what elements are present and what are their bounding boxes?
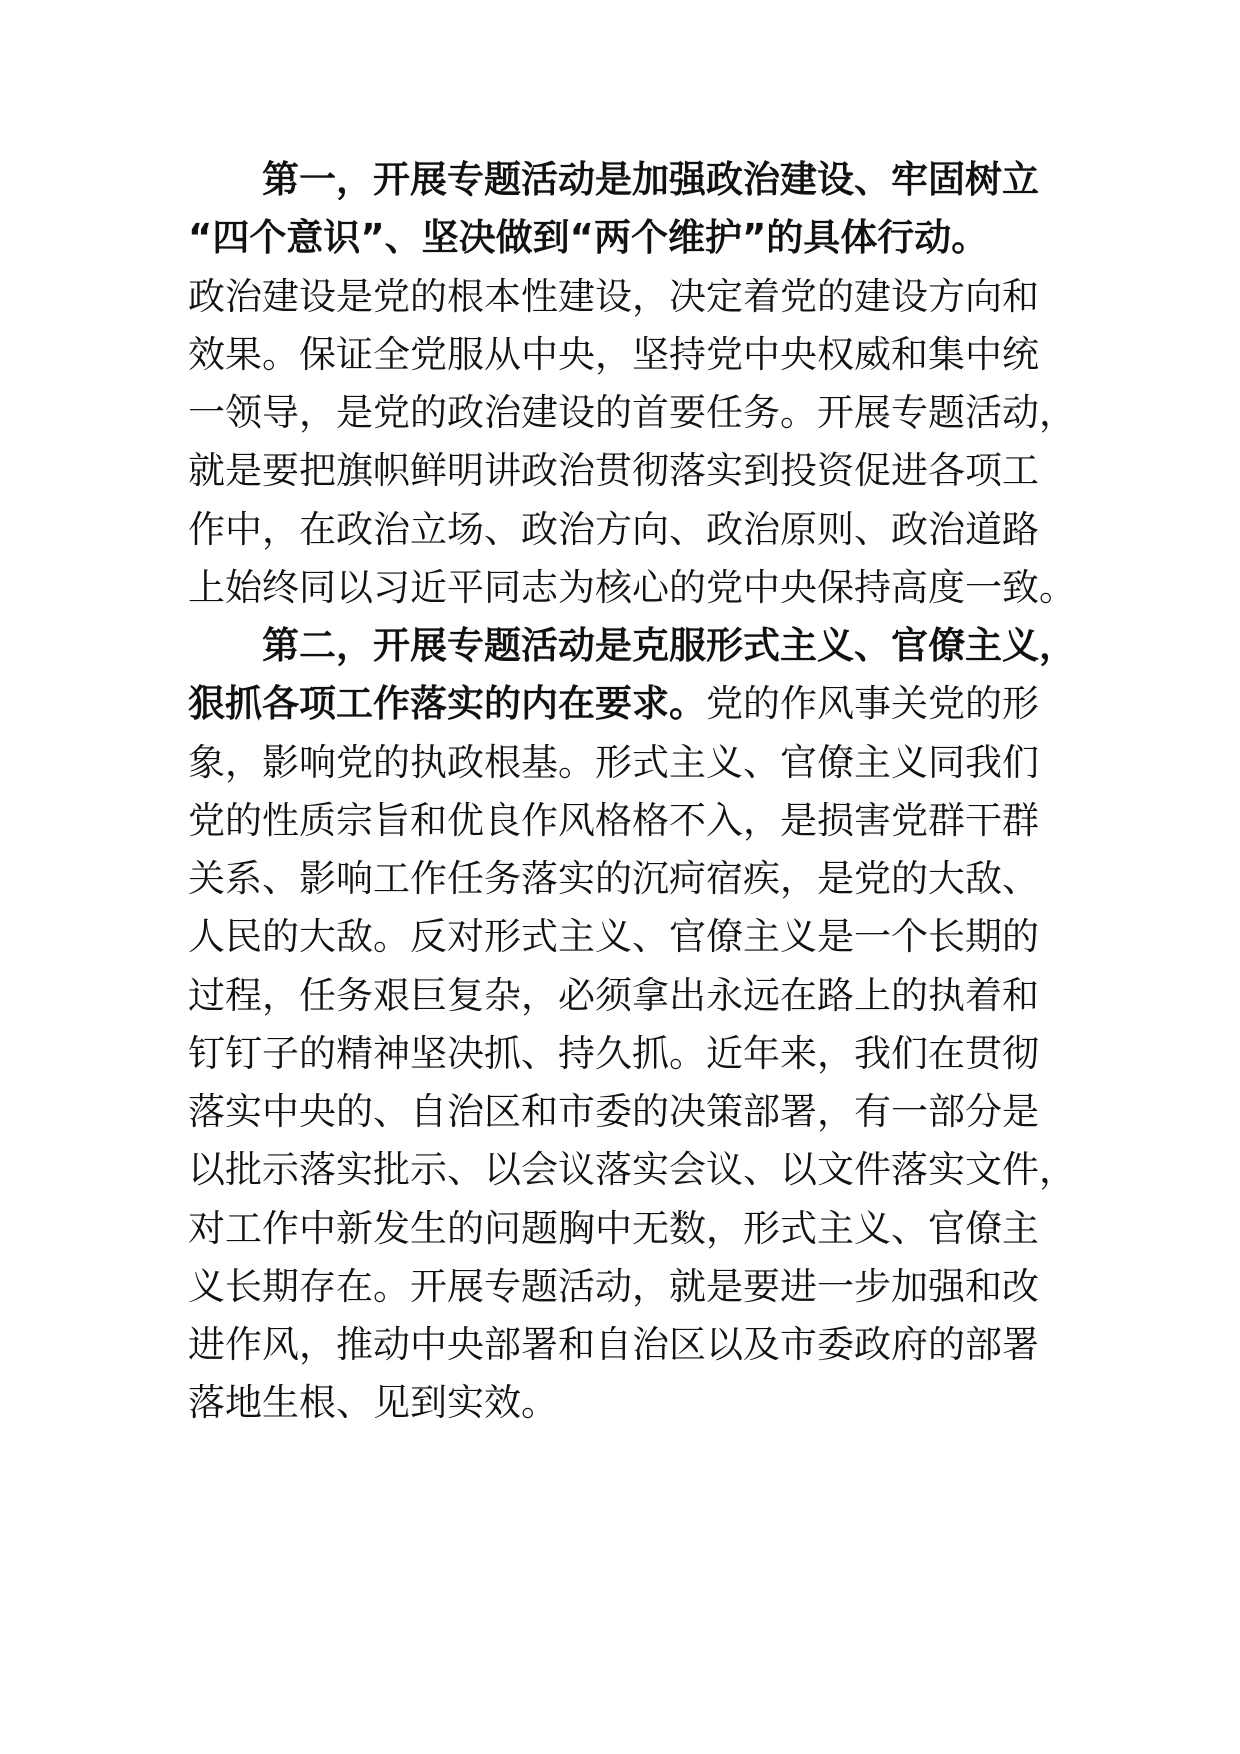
text-line	[188, 846, 1039, 912]
text-line	[188, 1254, 1039, 1320]
body-text: 就是要把旗帜鲜明讲政治贯彻落实到投资促进各项工	[188, 449, 1039, 493]
text-line	[188, 671, 1039, 737]
body-text: 落地生根、见到实效。	[188, 1381, 558, 1425]
text-line	[262, 613, 1076, 679]
text-line	[188, 264, 1039, 330]
text-line	[262, 147, 1039, 213]
body-text: 党的性质宗旨和优良作风格格不入，是损害党群干群	[188, 798, 1039, 842]
text-line	[188, 730, 1039, 796]
text-line	[188, 1137, 1076, 1203]
text-line	[188, 438, 1039, 504]
body-text: 过程，任务艰巨复杂，必须拿出永远在路上的执着和	[188, 973, 1039, 1017]
bold-text: 狠抓各项工作落实的内在要求。	[188, 682, 706, 726]
text-line	[188, 904, 1039, 970]
body-text: 钉钉子的精神坚决抓、持久抓。近年来，我们在贯彻	[188, 1031, 1039, 1075]
text-line	[188, 205, 988, 271]
body-text: 上始终同以习近平同志为核心的党中央保持高度一致。	[188, 565, 1076, 609]
text-line	[188, 1021, 1039, 1087]
text-line	[188, 1196, 1039, 1262]
body-text: 党的作风事关党的形	[706, 682, 1039, 726]
body-text: 象，影响党的执政根基。形式主义、官僚主义同我们	[188, 740, 1039, 784]
body-text: 进作风，推动中央部署和自治区以及市委政府的部署	[188, 1323, 1039, 1366]
body-text: 政治建设是党的根本性建设，决定着党的建设方向和	[188, 274, 1039, 318]
body-text: 人民的大敌。反对形式主义、官僚主义是一个长期的	[188, 915, 1039, 959]
text-line	[188, 555, 1076, 621]
body-text: 以批示落实批示、以会议落实会议、以文件落实文件，	[188, 1148, 1076, 1192]
body-text: 一领导，是党的政治建设的首要任务。开展专题活动，	[188, 391, 1076, 434]
text-line	[188, 1312, 1039, 1378]
body-text: 作中，在政治立场、政治方向、政治原则、政治道路	[188, 507, 1039, 551]
body-text: 效果。保证全党服从中央，坚持党中央权威和集中统	[188, 332, 1039, 376]
text-line	[188, 322, 1039, 388]
bold-text: 第二，开展专题活动是克服形式主义、官僚主义，	[262, 624, 1076, 667]
text-line	[188, 1370, 558, 1436]
bold-text: 第一，开展专题活动是加强政治建设、牢固树立	[262, 158, 1039, 201]
body-text: 义长期存在。开展专题活动，就是要进一步加强和改	[188, 1264, 1039, 1308]
bold-text: “四个意识”、坚决做到“两个维护”的具体行动。	[188, 216, 989, 260]
text-line	[188, 497, 1039, 563]
body-text: 关系、影响工作任务落实的沉疴宿疾，是党的大敌、	[188, 857, 1039, 900]
text-line	[188, 380, 1076, 446]
body-text: 落实中央的、自治区和市委的决策部署，有一部分是	[188, 1090, 1039, 1133]
text-line	[188, 788, 1039, 854]
text-line	[188, 963, 1039, 1029]
body-text: 对工作中新发生的问题胸中无数，形式主义、官僚主	[188, 1206, 1039, 1250]
text-line	[188, 1079, 1039, 1145]
